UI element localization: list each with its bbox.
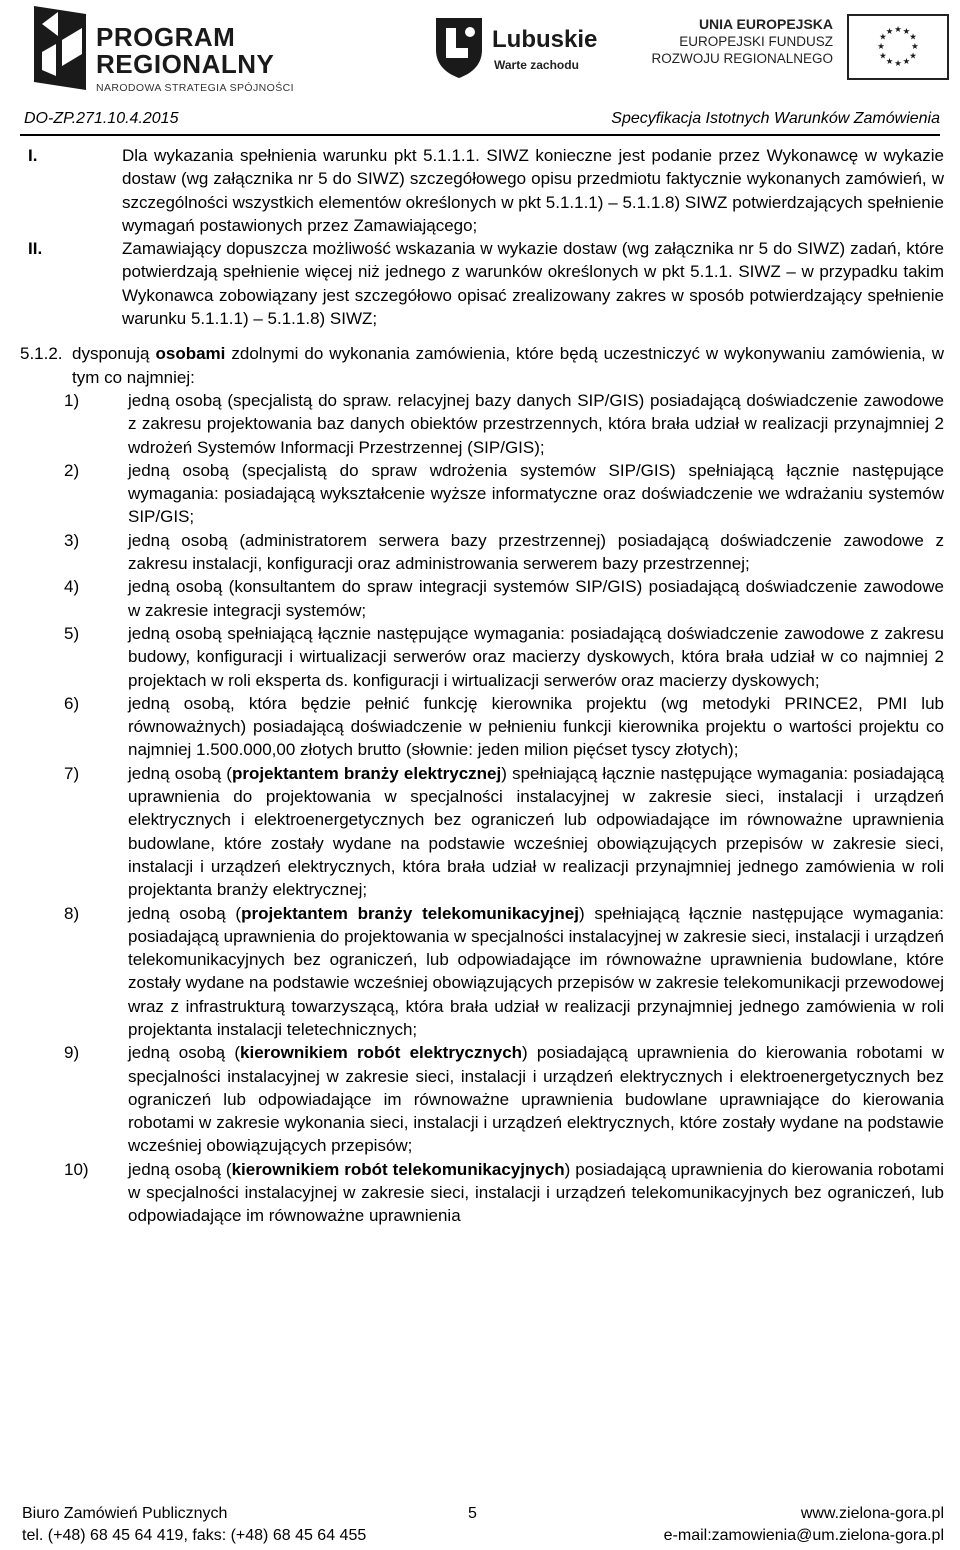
footer-email[interactable]: e-mail:zamowienia@um.zielona-gora.pl (663, 1527, 944, 1544)
list-item-text-before: jedną osobą (specjalistą do spraw. relacyjnej bazy danych SIP/GIS) posiadającą doświadczenie zawodowe z zakresu projektowania baz danych obiektów przestrzennych, która brała udział w realizacji przynajmniej 2 wdrożeń Systemów Informacji Przestrzennej (SIP/GIS); (128, 390, 944, 457)
list-item-text-bold: kierownikiem robót telekomunikacyjnych (231, 1159, 565, 1179)
section-text-after: zdolnymi do wykonania zamówienia, które będą uczestniczyć w wykonywaniu zamówienia, w tym co najmniej: (72, 344, 944, 387)
list-item-text-after: ) posiadającą uprawnienia do kierowania robotami w specjalności instalacyjnej w zakresie sieci, instalacji i urządzeń elektrycznych i elektroenergetycznych bez ograniczeń lub odpowiadające im równoważne uprawnienia budowlane uprawniające do kierowania robotami w zakresie wykonania sieci, instalacji i urządzeń elektrycznych, które zostały wydane na podstawie wcześniej obowiązujących przepisów; (128, 1043, 944, 1156)
lubuskie-logo-tagline: Warte zachodu (494, 58, 579, 72)
program-regionalny-emblem-icon (28, 6, 92, 90)
page-footer (22, 1503, 944, 1549)
list-item-text (128, 902, 944, 1042)
eu-logo-line2: EUROPEJSKI FUNDUSZ (679, 34, 833, 49)
list-item-number: 8) (64, 903, 80, 923)
list-item-number: 5) (64, 623, 80, 643)
list-item-number: 9) (64, 1043, 80, 1063)
footer-website[interactable]: www.zielona-gora.pl (800, 1505, 944, 1522)
program-regionalny-logo (28, 2, 328, 102)
lubuskie-logo (432, 14, 632, 84)
list-item-text (128, 1041, 944, 1157)
list-item-text-before: jedną osobą spełniającą łącznie następujące wymagania: posiadającą doświadczenie zawodowe z zakresu budowy, konfiguracji i wirtualizacji serwerów oraz macierzy dyskowych, która brała udział w co najmniej 2 projektach w roli eksperta ds. konfiguracji i wirtualizacji serwerów oraz macierzy dyskowych; (128, 623, 944, 690)
list-item (22, 575, 944, 622)
list-item-text (128, 762, 944, 902)
list-item-text-before: jedną osobą (specjalistą do spraw wdrożenia systemów SIP/GIS) spełniającą łącznie następujące wymagania: posiadającą wykształcenie wyższe informatyczne oraz doświadczenie we wdrażaniu systemów SIP/GIS; (128, 460, 944, 527)
list-item-number: 7) (64, 763, 80, 783)
list-item-text-before: jedną osobą ( (128, 763, 232, 783)
list-item-text-after: ) posiadającą uprawnienia do kierowania robotami w specjalności instalacyjnej w zakresie sieci, instalacji i urządzeń telekomunikacyjnych bez ograniczeń, lub odpowiadające im równoważne uprawnienia (128, 1159, 944, 1226)
section-text (72, 342, 944, 389)
list-item-text-after: ) spełniającą łącznie następujące wymagania: posiadającą uprawnienia do projektowania w specjalności instalacyjnej w zakresie sieci, instalacji i urządzeń telekomunikacyjnych bez ograniczeń, lub odpowiadające im równoważne uprawnienia budowlane, które zostały wydane na podstawie wcześniej obowiązujących przepisów w zakresie telekomunikacji przewodowej wraz z infrastrukturą towarzyszącą, która brała udział w realizacji przynajmniej jednego zamówienia w roli projektanta instalacji teletechnicznych; (128, 903, 944, 1039)
list-item-text-before: jedną osobą (administratorem serwera bazy przestrzennej) posiadającą doświadczenie zawodowe z zakresu instalacji, konfiguracji oraz administrowania serwerem bazy przestrzennej; (128, 530, 944, 574)
svg-text:★: ★ (885, 55, 894, 66)
eu-logo-line3: ROZWOJU REGIONALNEGO (651, 51, 833, 66)
list-item-text (128, 575, 944, 622)
roman-item-text: Dla wykazania spełnienia warunku pkt 5.1.1.1. SIWZ konieczne jest podanie przez Wykonawcę w wykazie dostaw (wg załącznika nr 5 do SIWZ) szczegółowego opisu przedmiotu faktycznie wykonanych zamówień, w szczególności wszystkich elementów określonych w pkt 5.1.1.1) – 5.1.1.8) SIWZ potwierdzających spełnienie wymagań postawionych przez Zamawiającego; (122, 146, 944, 235)
list-item-text-before: jedną osobą ( (128, 1159, 232, 1179)
svg-text:★: ★ (877, 40, 885, 51)
section-5-1-2 (22, 342, 944, 389)
program-logo-tagline: NARODOWA STRATEGIA SPÓJNOŚCI (96, 82, 294, 94)
document-reference: DO-ZP.271.10.4.2015 (24, 110, 179, 127)
section-label: 5.1.2. (20, 344, 63, 364)
list-item-number: 1) (64, 390, 80, 410)
svg-text:★: ★ (894, 57, 902, 68)
list-item (22, 902, 944, 1042)
svg-text:★: ★ (902, 25, 911, 36)
document-title: Specyfikacja Istotnych Warunków Zamówienia (611, 110, 940, 127)
list-item-text (128, 1158, 944, 1228)
svg-text:★: ★ (909, 50, 917, 61)
svg-text:★: ★ (879, 31, 887, 42)
list-item (22, 529, 944, 576)
section-text-bold: osobami (155, 344, 226, 364)
program-logo-line1: PROGRAM (96, 22, 236, 52)
list-item-text (128, 529, 944, 576)
roman-list (22, 144, 944, 330)
list-item-number: 2) (64, 460, 80, 480)
svg-text:★: ★ (911, 40, 919, 51)
list-item-text (128, 692, 944, 762)
list-item-number: 10) (64, 1159, 89, 1179)
list-item-text-after: ) spełniającą łącznie następujące wymagania: posiadającą uprawnienia do projektowania w specjalności instalacyjnej w zakresie sieci, instalacji i urządzeń elektrycznych i elektroenergetycznych bez ograniczeń lub odpowiadające im równoważne uprawnienia budowlane, które zostały wydane na podstawie wcześniej obowiązujących przepisów w zakresie sieci, instalacji i urządzeń elektrycznych, która brała udział w realizacji przynajmniej jednego zamówienia w roli projektanta branży elektrycznej; (128, 763, 944, 900)
svg-text:★: ★ (909, 31, 917, 42)
lubuskie-logo-name: Lubuskie (492, 26, 598, 53)
list-item-text-before: jedną osobą (konsultantem do spraw integracji systemów SIP/GIS) posiadającą doświadczenie zawodowe w zakresie integracji systemów; (128, 577, 944, 620)
roman-item-text: Zamawiający dopuszcza możliwość wskazania w wykazie dostaw (wg załącznika nr 5 do SIWZ) zadań, które potwierdzają spełnienie więcej niż jednego z warunków określonych w pkt 5.1.1. SIWZ – w przypadku takim Wykonawca zobowiązany jest szczegółowo opisać zrealizowany zakres w sposób potwierdzający spełnienie warunku 5.1.1.1) – 5.1.1.8) SIWZ; (122, 239, 944, 329)
svg-text:★: ★ (902, 55, 911, 66)
list-item (22, 1158, 944, 1228)
document-body (22, 144, 944, 1228)
list-item-text (128, 622, 944, 692)
eu-logo-line1: UNIA EUROPEJSKA (698, 16, 833, 32)
list-item-number: 3) (64, 530, 80, 550)
requirements-list (22, 389, 944, 1228)
svg-text:★: ★ (885, 25, 894, 36)
list-item-number: 6) (64, 693, 80, 713)
roman-item-label: II. (28, 239, 43, 259)
list-item-text-bold: projektantem branży telekomunikacyjnej (241, 903, 579, 923)
section-text-before: dysponują (72, 344, 156, 364)
roman-item-label: I. (28, 146, 38, 165)
list-item-text-before: jedną osobą, która będzie pełnić funkcję kierownika projektu (wg metodyki PRINCE2, PMI lub równoważnych) posiadającą doświadczenie w pełnieniu funkcji kierownika projektu o wartości projektu co najmniej 1.500.000,00 złotych brutto (słownie: jeden milion pięćset tyscy złotych); (128, 693, 944, 760)
list-item-text-bold: projektantem branży elektrycznej (231, 763, 502, 783)
header-divider (20, 134, 940, 136)
eu-logo (651, 14, 955, 84)
list-item (22, 1041, 944, 1157)
list-item-text (128, 459, 944, 529)
list-item-text (128, 389, 944, 459)
page-header (0, 0, 960, 105)
page-number: 5 (468, 1505, 477, 1522)
list-item-number: 4) (64, 577, 80, 597)
program-logo-line2: REGIONALNY (96, 49, 275, 79)
roman-item (22, 144, 944, 237)
list-item-text-bold: kierownikiem robót elektrycznych (240, 1043, 523, 1063)
list-item-text-before: jedną osobą ( (128, 1043, 241, 1063)
list-item (22, 389, 944, 459)
list-item (22, 692, 944, 762)
lubuskie-crest-icon (432, 14, 486, 80)
list-item (22, 622, 944, 692)
footer-phones: tel. (+48) 68 45 64 419, faks: (+48) 68 45 64 455 (22, 1527, 367, 1544)
list-item (22, 459, 944, 529)
eu-flag-icon (847, 14, 949, 80)
document-meta (20, 110, 940, 132)
svg-text:★: ★ (879, 50, 887, 61)
svg-text:★: ★ (894, 23, 902, 34)
footer-office: Biuro Zamówień Publicznych (22, 1505, 228, 1522)
list-item (22, 762, 944, 902)
list-item-text-before: jedną osobą ( (128, 903, 242, 923)
roman-item (22, 237, 944, 330)
